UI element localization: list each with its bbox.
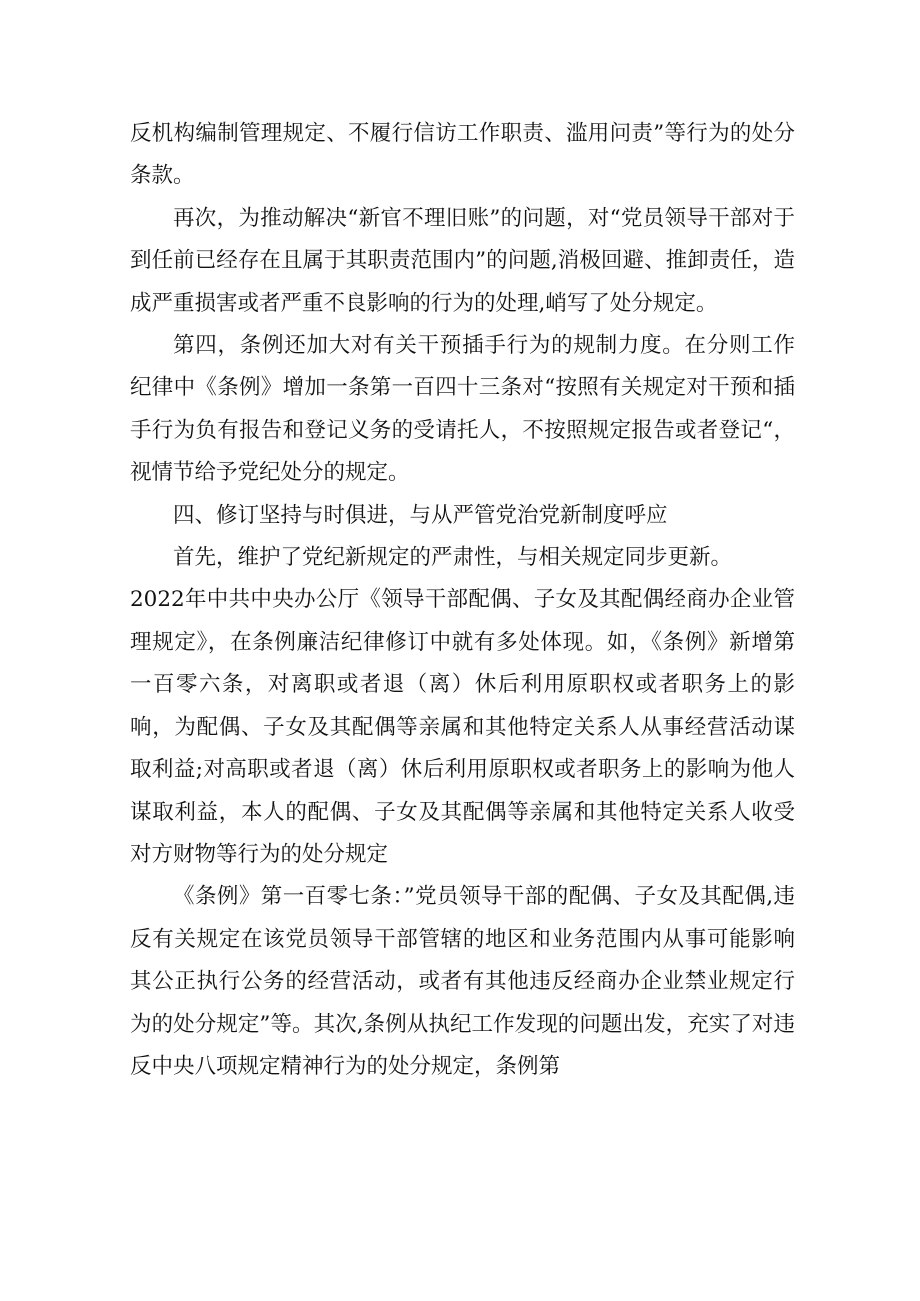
- paragraph-3: 第四，条例还加大对有关干预插手行为的规制力度。在分则工作纪律中《条例》增加一条第一百四十三条对“按照有关规定对干预和插手行为负有报告和登记义务的受请托人，不按照规定报告或者登记“，视情节给予党纪处分的规定。: [130, 333, 795, 486]
- paragraph-6: 《条例》第一百零七条：”党员领导干部的配偶、子女及其配偶,违反有关规定在该党员领导干部管辖的地区和业务范围内从事可能影响其公正执行公务的经营活动，或者有其他违反经商办企业禁业规定行为的处分规定”等。其次,条例从执纪工作发现的问题出发，充实了对违反中央八项规定精神行为的处分规定，条例第: [130, 884, 795, 1079]
- paragraph-4: 首先，维护了党纪新规定的严肃性，与相关规定同步更新。: [173, 545, 733, 571]
- paragraph-5: 2022年中共中央办公厅《领导干部配偶、子女及其配偶经商办企业管理规定》，在条例廉洁纪律修订中就有多处体现。如，《条例》新增第一百零六条，对离职或者退（离）休后利用原职权或者职务上的影响，为配偶、子女及其配偶等亲属和其他特定关系人从事经营活动谋取利益;对高职或者退（离）休后利用原职权或者职务上的影响为他人谋取利益，本人的配偶、子女及其配偶等亲属和其他特定关系人收受对方财物等行为的处分规定: [130, 587, 795, 867]
- paragraph-1: 反机构编制管理规定、不履行信访工作职责、滥用问责”等行为的处分条款。: [130, 121, 795, 189]
- paragraph-2: 再次，为推动解决“新官不理旧账”的问题，对“党员领导干部对于到任前已经存在且属于其职责范围内”的问题,消极回避、推卸责任，造成严重损害或者严重不良影响的行为的处理,峭写了处分规定。: [130, 205, 795, 316]
- document-body: [130, 113, 795, 1088]
- section-heading: 四、修订坚持与时俱进，与从严管党治党新制度呼应: [173, 502, 668, 528]
